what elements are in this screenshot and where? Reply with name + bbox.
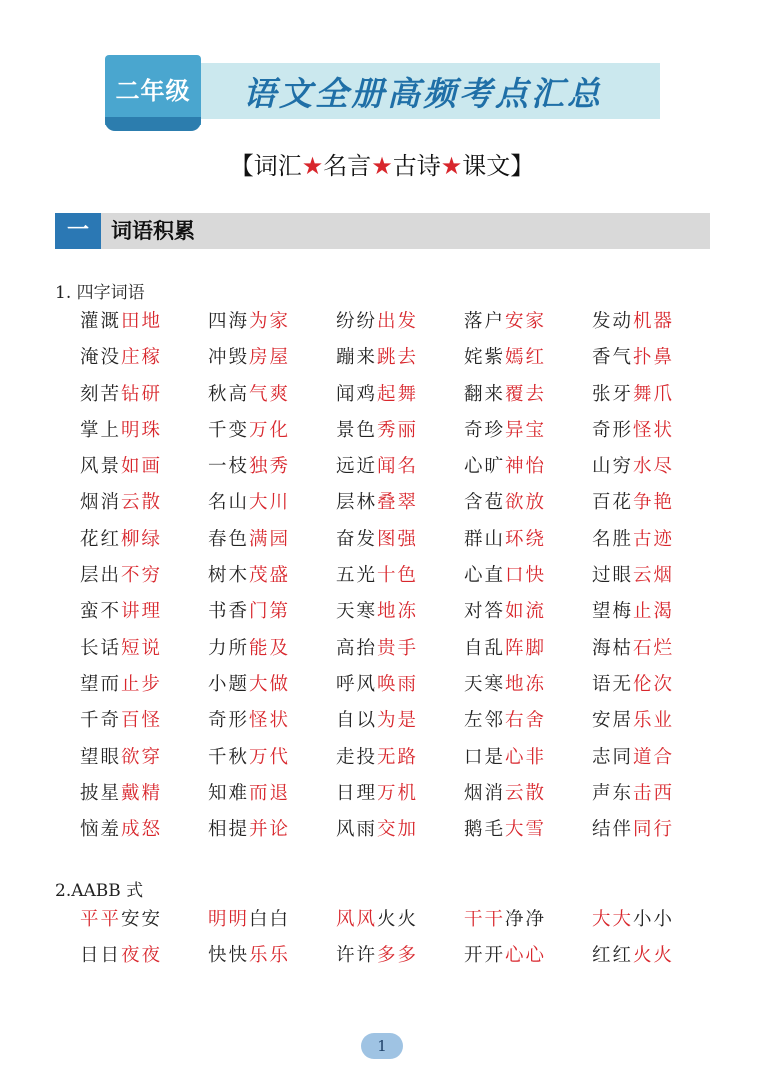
word-entry — [464, 564, 592, 600]
word-entry — [464, 709, 592, 745]
word-part-1: 明明 — [208, 909, 250, 930]
word-entry — [464, 455, 592, 491]
word-part-2: 明珠 — [121, 419, 163, 441]
word-part-1: 层出 — [80, 565, 122, 587]
word-part-1: 力所 — [208, 637, 250, 659]
word-part-1: 群山 — [464, 528, 506, 550]
word-part-1: 日日 — [80, 945, 122, 967]
word-part-1: 春色 — [208, 528, 250, 550]
word-entry — [336, 528, 464, 564]
word-part-2: 叠翠 — [377, 492, 419, 514]
word-part-1: 鹅毛 — [464, 819, 506, 841]
word-part-2: 安安 — [121, 909, 163, 930]
word-part-2: 如画 — [121, 456, 163, 478]
word-part-2: 异宝 — [505, 419, 547, 441]
word-part-1: 山穷 — [592, 456, 634, 478]
word-part-1: 走投 — [336, 746, 378, 768]
word-part-2: 净净 — [505, 909, 547, 930]
word-entry — [208, 673, 336, 709]
word-entry — [464, 782, 592, 818]
word-part-2: 唤雨 — [377, 673, 419, 695]
word-entry — [208, 419, 336, 455]
word-entry — [336, 383, 464, 419]
word-entry — [336, 908, 464, 944]
word-part-1: 千秋 — [208, 746, 250, 768]
word-part-2: 无路 — [377, 746, 419, 768]
word-entry — [80, 564, 208, 600]
word-part-1: 安居 — [592, 710, 634, 732]
word-row — [80, 908, 720, 944]
page-title: 语文全册高频考点汇总 — [243, 74, 603, 113]
word-row — [80, 673, 720, 709]
word-part-1: 淹没 — [80, 347, 122, 369]
word-part-1: 心直 — [464, 565, 506, 587]
word-part-2: 道合 — [633, 746, 675, 768]
word-entry — [208, 746, 336, 782]
word-entry — [80, 673, 208, 709]
word-part-2: 秀丽 — [377, 419, 419, 441]
word-part-1: 层林 — [336, 492, 378, 514]
word-entry — [336, 746, 464, 782]
word-row — [80, 709, 720, 745]
header-banner — [105, 55, 660, 130]
word-entry — [80, 709, 208, 745]
word-part-1: 望眼 — [80, 746, 122, 768]
word-entry — [336, 944, 464, 980]
word-entry — [464, 818, 592, 854]
word-row — [80, 528, 720, 564]
word-entry — [208, 346, 336, 382]
word-entry — [592, 782, 720, 818]
word-part-1: 披星 — [80, 782, 122, 804]
word-part-1: 结伴 — [592, 819, 634, 841]
word-part-1: 含苞 — [464, 492, 506, 514]
word-part-2: 柳绿 — [121, 528, 163, 550]
word-entry — [80, 383, 208, 419]
word-entry — [208, 782, 336, 818]
word-part-1: 风景 — [80, 456, 122, 478]
word-part-2: 贵手 — [377, 637, 419, 659]
page-number: 1 — [361, 1033, 403, 1059]
word-entry — [80, 782, 208, 818]
grade-badge — [105, 55, 201, 125]
word-part-2: 图强 — [377, 528, 419, 550]
word-part-1: 刻苦 — [80, 383, 122, 405]
word-part-2: 百怪 — [121, 710, 163, 732]
word-part-1: 发动 — [592, 311, 634, 332]
word-entry — [592, 746, 720, 782]
star-icon: ★ — [301, 152, 324, 180]
word-part-1: 小题 — [208, 673, 250, 695]
word-part-1: 千变 — [208, 419, 250, 441]
word-part-2: 止步 — [121, 673, 163, 695]
word-entry — [592, 310, 720, 346]
word-part-1: 高抬 — [336, 637, 378, 659]
word-entry — [464, 528, 592, 564]
word-part-1: 一枝 — [208, 456, 250, 478]
word-entry — [80, 455, 208, 491]
word-part-2: 为是 — [377, 710, 419, 732]
word-part-2: 小小 — [633, 909, 675, 930]
word-entry — [336, 818, 464, 854]
word-part-2: 火火 — [377, 909, 419, 930]
word-entry — [592, 419, 720, 455]
word-part-2: 气爽 — [249, 383, 291, 405]
aabb-word-grid — [80, 908, 720, 981]
word-entry — [80, 491, 208, 527]
word-part-2: 十色 — [377, 565, 419, 587]
subtitle-part: 名言 — [323, 152, 372, 180]
word-part-1: 对答 — [464, 601, 506, 623]
word-part-2: 庄稼 — [121, 347, 163, 369]
word-entry — [592, 944, 720, 980]
word-row — [80, 944, 720, 980]
word-part-1: 知难 — [208, 782, 250, 804]
word-row — [80, 600, 720, 636]
word-part-2: 万机 — [377, 782, 419, 804]
word-part-1: 树木 — [208, 565, 250, 587]
word-part-2: 如流 — [505, 601, 547, 623]
word-part-1: 名山 — [208, 492, 250, 514]
word-part-2: 阵脚 — [505, 637, 547, 659]
word-part-1: 烟消 — [80, 492, 122, 514]
word-entry — [80, 528, 208, 564]
word-part-2: 机器 — [633, 311, 675, 332]
word-entry — [592, 673, 720, 709]
subtitle-part: 课文】 — [462, 152, 535, 180]
word-part-1: 自以 — [336, 710, 378, 732]
word-part-2: 石烂 — [633, 637, 675, 659]
section-label: 词语积累 — [111, 219, 195, 243]
word-part-2: 安家 — [505, 311, 547, 332]
word-entry — [592, 637, 720, 673]
word-part-2: 云散 — [121, 492, 163, 514]
word-part-2: 短说 — [121, 637, 163, 659]
word-part-2: 白白 — [249, 909, 291, 930]
word-part-1: 奇形 — [592, 419, 634, 441]
word-entry — [208, 564, 336, 600]
word-row — [80, 455, 720, 491]
word-part-2: 火火 — [633, 945, 675, 967]
subsection-title-aabb: 2.AABB 式 — [55, 881, 144, 901]
word-part-1: 天寒 — [464, 673, 506, 695]
word-part-1: 纷纷 — [336, 311, 378, 332]
word-part-2: 欲放 — [505, 492, 547, 514]
word-entry — [592, 908, 720, 944]
word-part-2: 钻研 — [121, 383, 163, 405]
word-part-1: 风雨 — [336, 819, 378, 841]
word-part-1: 姹紫 — [464, 347, 506, 369]
word-part-2: 扑鼻 — [633, 347, 675, 369]
word-part-2: 怪状 — [249, 710, 291, 732]
word-entry — [80, 908, 208, 944]
word-part-2: 欲穿 — [121, 746, 163, 768]
word-entry — [592, 818, 720, 854]
word-entry — [592, 528, 720, 564]
word-entry — [208, 310, 336, 346]
word-part-2: 心心 — [505, 945, 547, 967]
word-part-2: 嫣红 — [505, 347, 547, 369]
word-row — [80, 383, 720, 419]
word-part-2: 而退 — [249, 782, 291, 804]
word-part-2: 乐业 — [633, 710, 675, 732]
word-part-1: 红红 — [592, 945, 634, 967]
word-part-2: 交加 — [377, 819, 419, 841]
word-part-2: 能及 — [249, 637, 291, 659]
word-entry — [336, 600, 464, 636]
word-part-1: 自乱 — [464, 637, 506, 659]
word-part-2: 地冻 — [505, 673, 547, 695]
word-entry — [208, 709, 336, 745]
word-part-2: 跳去 — [377, 347, 419, 369]
word-entry — [336, 346, 464, 382]
word-part-1: 海枯 — [592, 637, 634, 659]
word-part-2: 水尽 — [633, 456, 675, 478]
word-part-2: 多多 — [377, 945, 419, 967]
word-entry — [80, 637, 208, 673]
word-entry — [464, 673, 592, 709]
word-part-1: 口是 — [464, 746, 506, 768]
word-part-1: 声东 — [592, 782, 634, 804]
word-entry — [336, 673, 464, 709]
word-part-2: 戴精 — [121, 782, 163, 804]
subtitle — [0, 146, 764, 181]
word-part-2: 大雪 — [505, 819, 547, 841]
word-part-2: 云烟 — [633, 565, 675, 587]
word-part-2: 地冻 — [377, 601, 419, 623]
word-part-1: 蛮不 — [80, 601, 122, 623]
word-entry — [464, 637, 592, 673]
word-entry — [80, 419, 208, 455]
word-part-2: 万化 — [249, 419, 291, 441]
word-entry — [464, 491, 592, 527]
word-entry — [592, 491, 720, 527]
word-entry — [464, 600, 592, 636]
subsection-title-four-char: 1. 四字词语 — [55, 283, 145, 303]
word-part-2: 夜夜 — [121, 945, 163, 967]
word-part-1: 长话 — [80, 637, 122, 659]
word-part-1: 烟消 — [464, 782, 506, 804]
word-part-2: 不穷 — [121, 565, 163, 587]
word-part-2: 古迹 — [633, 528, 675, 550]
word-part-2: 为家 — [249, 311, 291, 332]
word-part-2: 心非 — [505, 746, 547, 768]
word-part-1: 张牙 — [592, 383, 634, 405]
word-entry — [208, 637, 336, 673]
word-part-1: 平平 — [80, 909, 122, 930]
word-part-2: 怪状 — [633, 419, 675, 441]
word-part-1: 落户 — [464, 311, 506, 332]
word-entry — [80, 310, 208, 346]
word-part-1: 望梅 — [592, 601, 634, 623]
word-part-1: 许许 — [336, 945, 378, 967]
word-part-1: 奇珍 — [464, 419, 506, 441]
word-entry — [336, 782, 464, 818]
word-part-2: 茂盛 — [249, 565, 291, 587]
four-char-word-grid — [80, 310, 720, 854]
word-part-2: 门第 — [249, 601, 291, 623]
word-part-1: 灌溉 — [80, 311, 122, 332]
word-part-1: 志同 — [592, 746, 634, 768]
word-row — [80, 746, 720, 782]
word-row — [80, 637, 720, 673]
word-entry — [80, 746, 208, 782]
word-entry — [464, 383, 592, 419]
word-part-1: 秋高 — [208, 383, 250, 405]
word-part-1: 干干 — [464, 909, 506, 930]
subtitle-part: 古诗 — [392, 152, 441, 180]
word-part-1: 远近 — [336, 456, 378, 478]
word-entry — [336, 310, 464, 346]
word-entry — [80, 346, 208, 382]
word-part-1: 掌上 — [80, 419, 122, 441]
word-part-2: 止渴 — [633, 601, 675, 623]
word-part-1: 香气 — [592, 347, 634, 369]
word-part-2: 大做 — [249, 673, 291, 695]
word-entry — [464, 746, 592, 782]
word-entry — [336, 637, 464, 673]
word-part-2: 同行 — [633, 819, 675, 841]
word-row — [80, 419, 720, 455]
word-entry — [592, 455, 720, 491]
section-header — [55, 213, 710, 249]
word-part-1: 语无 — [592, 673, 634, 695]
word-entry — [336, 564, 464, 600]
word-part-2: 神怡 — [505, 456, 547, 478]
word-entry — [592, 346, 720, 382]
word-part-1: 开开 — [464, 945, 506, 967]
word-part-1: 相提 — [208, 819, 250, 841]
word-entry — [464, 346, 592, 382]
word-entry — [208, 528, 336, 564]
star-icon: ★ — [440, 152, 463, 180]
word-part-1: 心旷 — [464, 456, 506, 478]
word-entry — [592, 600, 720, 636]
word-part-1: 快快 — [208, 945, 250, 967]
word-row — [80, 346, 720, 382]
star-icon: ★ — [371, 152, 393, 180]
word-part-2: 覆去 — [505, 383, 547, 405]
word-part-2: 成怒 — [121, 819, 163, 841]
word-part-1: 五光 — [336, 565, 378, 587]
word-part-1: 名胜 — [592, 528, 634, 550]
word-part-2: 乐乐 — [249, 945, 291, 967]
word-entry — [336, 455, 464, 491]
word-part-2: 环绕 — [505, 528, 547, 550]
word-part-2: 口快 — [505, 565, 547, 587]
word-entry — [208, 455, 336, 491]
word-part-1: 天寒 — [336, 601, 378, 623]
word-part-1: 奋发 — [336, 528, 378, 550]
grade-label: 二年级 — [115, 77, 191, 105]
word-part-2: 云散 — [505, 782, 547, 804]
word-part-1: 奇形 — [208, 710, 250, 732]
word-entry — [80, 944, 208, 980]
word-part-1: 风风 — [336, 909, 378, 930]
word-part-2: 讲理 — [121, 601, 163, 623]
word-part-1: 书香 — [208, 601, 250, 623]
word-part-2: 起舞 — [377, 383, 419, 405]
word-part-1: 四海 — [208, 311, 250, 332]
word-part-2: 房屋 — [249, 347, 291, 369]
word-part-2: 出发 — [377, 311, 419, 332]
word-entry — [464, 944, 592, 980]
word-part-2: 右舍 — [505, 710, 547, 732]
word-entry — [464, 310, 592, 346]
word-part-1: 千奇 — [80, 710, 122, 732]
word-entry — [208, 383, 336, 419]
word-part-2: 万代 — [249, 746, 291, 768]
word-entry — [208, 818, 336, 854]
word-row — [80, 491, 720, 527]
word-part-1: 望而 — [80, 673, 122, 695]
word-part-2: 满园 — [249, 528, 291, 550]
word-entry — [80, 818, 208, 854]
word-entry — [592, 709, 720, 745]
word-entry — [464, 419, 592, 455]
word-part-1: 大大 — [592, 909, 634, 930]
word-part-1: 百花 — [592, 492, 634, 514]
word-entry — [336, 419, 464, 455]
word-entry — [336, 709, 464, 745]
word-part-1: 翻来 — [464, 383, 506, 405]
word-part-2: 田地 — [121, 311, 163, 332]
word-part-1: 恼羞 — [80, 819, 122, 841]
word-part-1: 过眼 — [592, 565, 634, 587]
word-entry — [208, 600, 336, 636]
word-entry — [208, 491, 336, 527]
word-entry — [80, 600, 208, 636]
word-part-2: 并论 — [249, 819, 291, 841]
subtitle-part: 【词汇 — [229, 152, 302, 180]
word-part-2: 舞爪 — [633, 383, 675, 405]
word-row — [80, 782, 720, 818]
word-part-1: 左邻 — [464, 710, 506, 732]
word-part-1: 蹦来 — [336, 347, 378, 369]
word-entry — [208, 908, 336, 944]
word-part-2: 争艳 — [633, 492, 675, 514]
word-part-1: 呼风 — [336, 673, 378, 695]
word-entry — [336, 491, 464, 527]
word-entry — [592, 564, 720, 600]
word-part-2: 伦次 — [633, 673, 675, 695]
section-number: 一 — [55, 213, 101, 249]
word-row — [80, 564, 720, 600]
word-entry — [208, 944, 336, 980]
word-part-2: 闻名 — [377, 456, 419, 478]
word-part-2: 击西 — [633, 782, 675, 804]
word-part-1: 冲毁 — [208, 347, 250, 369]
word-part-1: 日理 — [336, 782, 378, 804]
word-row — [80, 818, 720, 854]
word-part-1: 花红 — [80, 528, 122, 550]
word-row — [80, 310, 720, 346]
word-part-2: 独秀 — [249, 456, 291, 478]
word-part-1: 闻鸡 — [336, 383, 378, 405]
grade-badge-base — [105, 117, 201, 131]
word-entry — [592, 383, 720, 419]
word-part-2: 大川 — [249, 492, 291, 514]
word-part-1: 景色 — [336, 419, 378, 441]
word-entry — [464, 908, 592, 944]
